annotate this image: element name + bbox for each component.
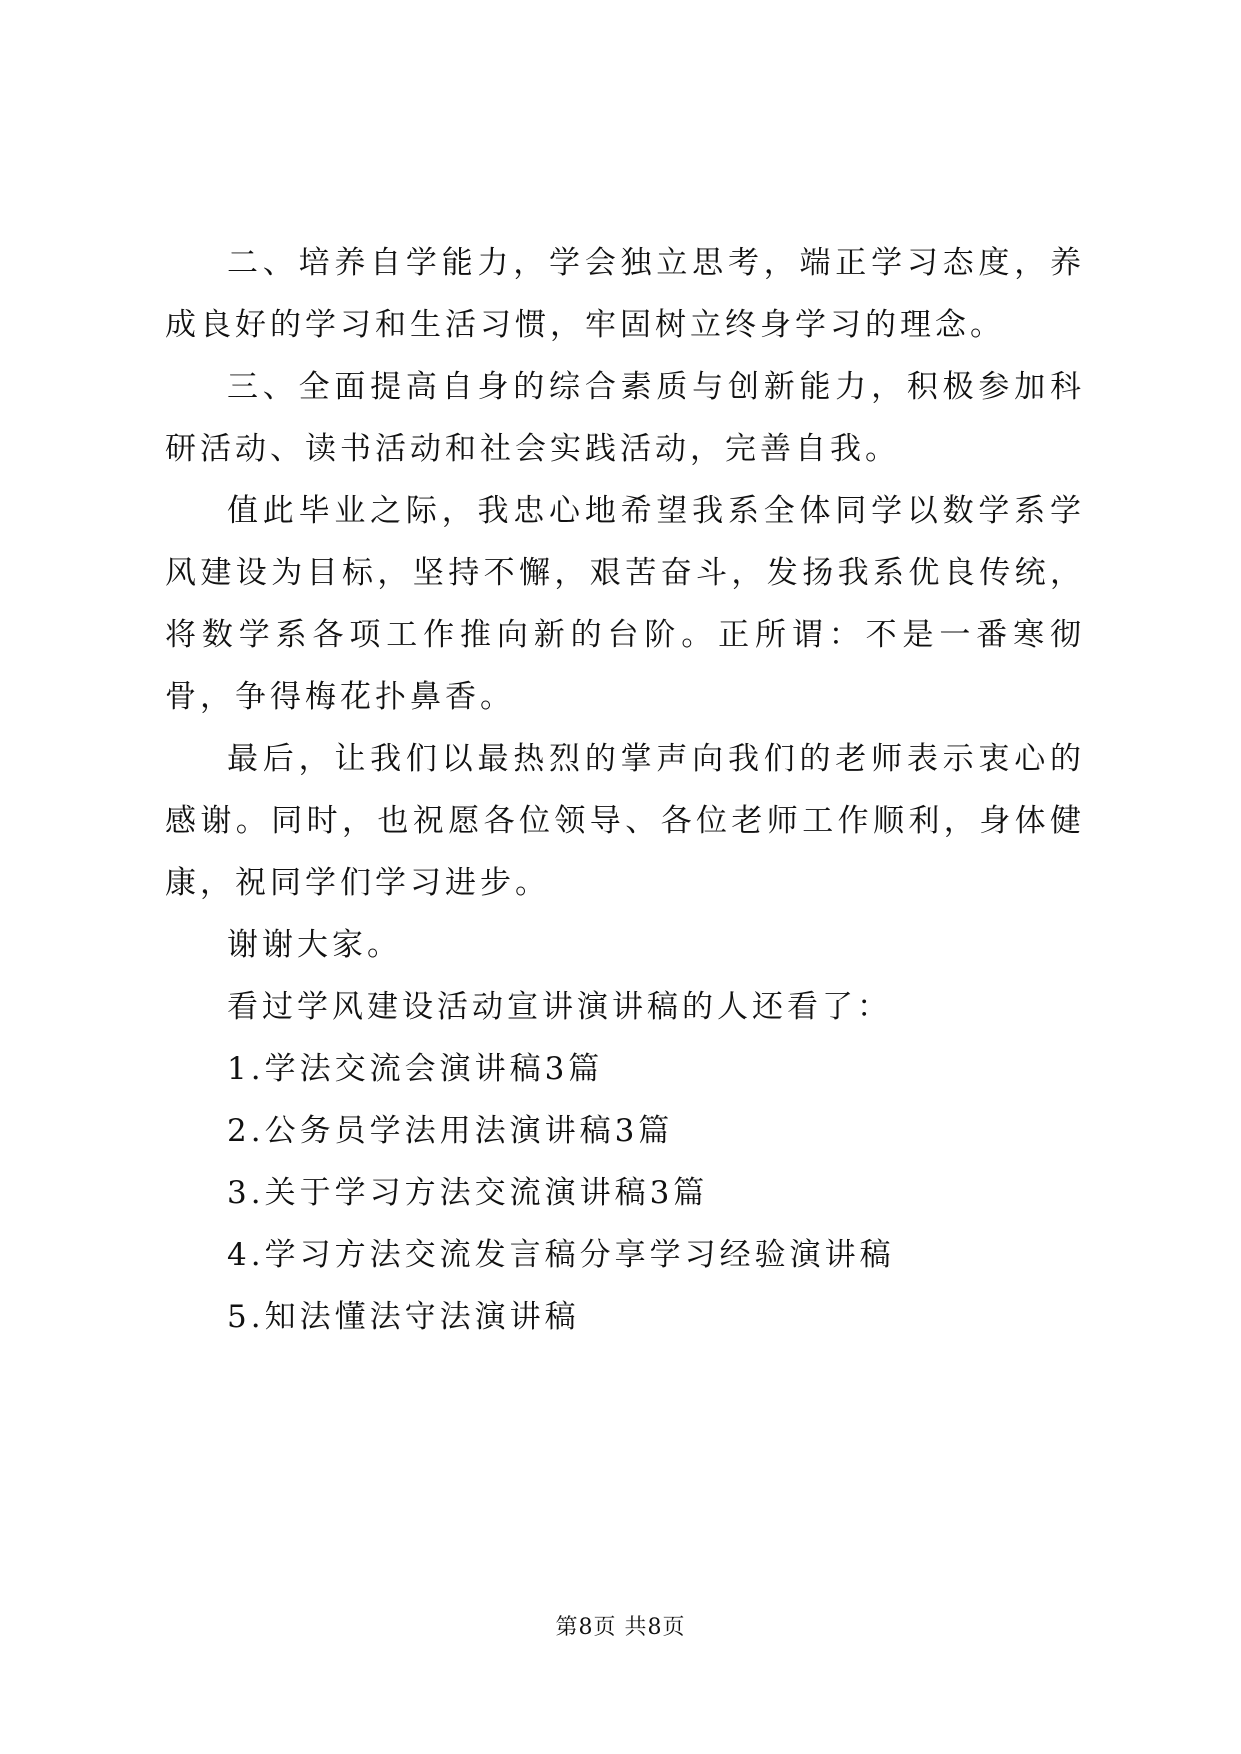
- related-link-5[interactable]: 5.知法懂法守法演讲稿: [227, 1299, 580, 1335]
- page-number-footer: 第8页 共8页: [555, 1615, 686, 1640]
- paragraph-related-intro: 看过学风建设活动宣讲演讲稿的人还看了：: [227, 989, 892, 1025]
- paragraph-cultivate-self-study: 二、培养自学能力，学会独立思考，端正学习态度，养成良好的学习和生活习惯，牢固树立终身学习的理念。: [165, 245, 1085, 343]
- document-body: [165, 232, 1085, 1348]
- related-link-3[interactable]: 3.关于学习方法交流演讲稿3篇: [227, 1175, 709, 1211]
- related-link-2[interactable]: 2.公务员学法用法演讲稿3篇: [227, 1113, 674, 1149]
- related-link-1[interactable]: 1.学法交流会演讲稿3篇: [227, 1051, 604, 1087]
- paragraph-thank-you: 谢谢大家。: [227, 927, 402, 963]
- paragraph-graduation-wish: 值此毕业之际，我忠心地希望我系全体同学以数学系学风建设为目标，坚持不懈，艰苦奋斗，发扬我系优良传统，将数学系各项工作推向新的台阶。正所谓：不是一番寒彻骨，争得梅花扑鼻香。: [165, 493, 1085, 715]
- paragraph-improve-quality: 三、全面提高自身的综合素质与创新能力，积极参加科研活动、读书活动和社会实践活动，完善自我。: [165, 369, 1085, 467]
- paragraph-thanks-teachers: 最后，让我们以最热烈的掌声向我们的老师表示衷心的感谢。同时，也祝愿各位领导、各位老师工作顺利，身体健康，祝同学们学习进步。: [165, 741, 1085, 901]
- related-link-4[interactable]: 4.学习方法交流发言稿分享学习经验演讲稿: [227, 1237, 895, 1273]
